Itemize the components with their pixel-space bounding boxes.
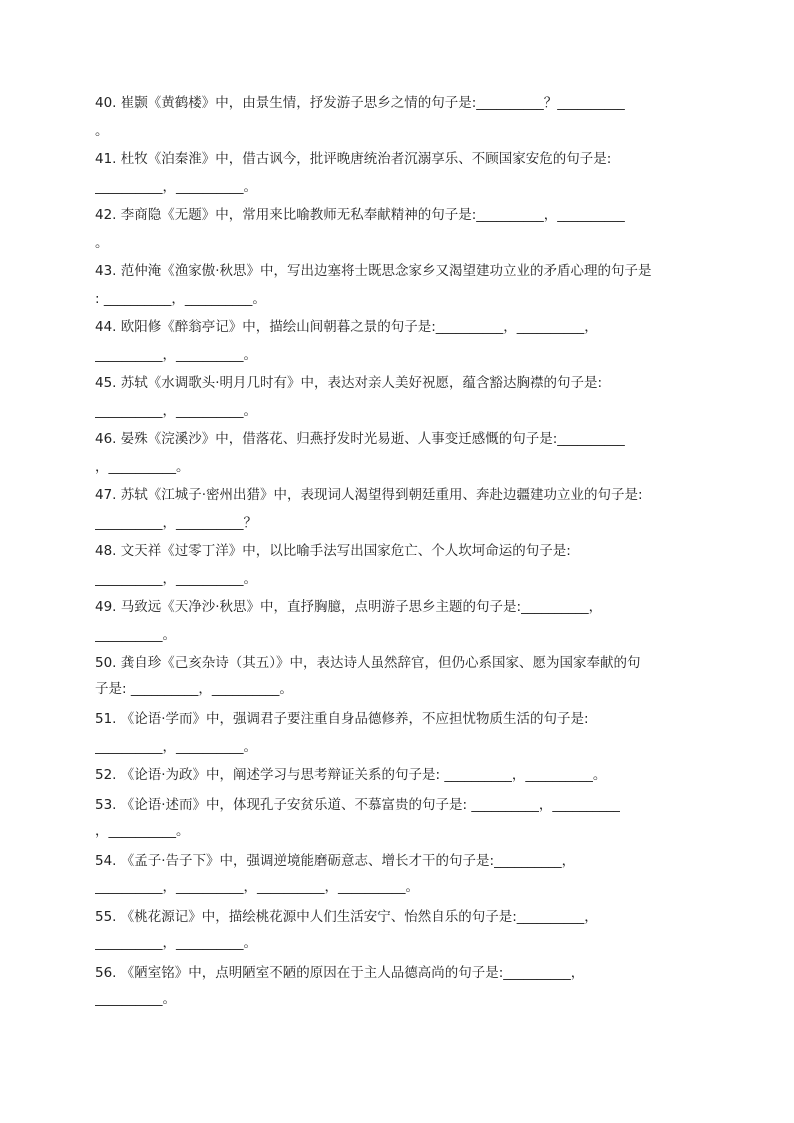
- q52-line-1: 52. 《论语·为政》中，阐述学习与思考辩证关系的句子是: __________，__________。: [95, 767, 607, 783]
- q43-line-1: 43. 范仲淹《渔家傲·秋思》中，写出边塞将士既思念家乡又渴望建功立业的矛盾心理的句子是: [95, 263, 652, 279]
- q48-line-2: __________，__________。: [95, 571, 257, 587]
- q41-line-2: __________，__________。: [95, 179, 257, 195]
- q53-line-1: 53. 《论语·述而》中，体现孔子安贫乐道、不慕富贵的句子是: __________，__________: [95, 797, 620, 813]
- q46-line-2: ，__________。: [95, 459, 190, 475]
- q53-line-2: ，__________。: [95, 823, 190, 839]
- q44-line-2: __________，__________。: [95, 347, 257, 363]
- q56-line-2: __________。: [95, 991, 176, 1007]
- q40-line-2: 。: [95, 123, 109, 139]
- q42-line-2: 。: [95, 235, 109, 251]
- q40-line-1: 40. 崔颢《黄鹤楼》中，由景生情，抒发游子思乡之情的句子是:__________？__________: [95, 95, 625, 111]
- q45-line-2: __________，__________。: [95, 403, 257, 419]
- q47-line-2: __________，__________？: [95, 515, 257, 531]
- q50-line-1: 50. 龚自珍《己亥杂诗（其五）》中，表达诗人虽然辞官，但仍心系国家、愿为国家奉献的句: [95, 655, 641, 671]
- q55-line-1: 55. 《桃花源记》中，描绘桃花源中人们生活安宁、怡然自乐的句子是:__________，: [95, 909, 598, 925]
- q55-line-2: __________，__________。: [95, 935, 257, 951]
- q49-line-1: 49. 马致远《天净沙·秋思》中，直抒胸臆，点明游子思乡主题的句子是:__________，: [95, 599, 603, 615]
- q50-line-2: 子是: __________，__________。: [95, 681, 293, 697]
- q42-line-1: 42. 李商隐《无题》中，常用来比喻教师无私奉献精神的句子是:__________，__________: [95, 207, 625, 223]
- q51-line-2: __________，__________。: [95, 739, 257, 755]
- q48-line-1: 48. 文天祥《过零丁洋》中，以比喻手法写出国家危亡、个人坎坷命运的句子是:: [95, 543, 571, 559]
- q45-line-1: 45. 苏轼《水调歌头·明月几时有》中，表达对亲人美好祝愿，蕴含豁达胸襟的句子是:: [95, 375, 603, 391]
- q47-line-1: 47. 苏轼《江城子·密州出猎》中，表现词人渴望得到朝廷重用、奔赴边疆建功立业的句子是:: [95, 487, 643, 503]
- q54-line-1: 54. 《孟子·告子下》中，强调逆境能磨砺意志、增长才干的句子是:__________，: [95, 853, 576, 869]
- q46-line-1: 46. 晏殊《浣溪沙》中，借落花、归燕抒发时光易逝、人事变迁感慨的句子是:__________: [95, 431, 625, 447]
- q41-line-1: 41. 杜牧《泊秦淮》中，借古讽今，批评晚唐统治者沉溺享乐、不顾国家安危的句子是:: [95, 151, 612, 167]
- q51-line-1: 51. 《论语·学而》中，强调君子要注重自身品德修养，不应担忧物质生活的句子是:: [95, 711, 589, 727]
- q43-line-2: : __________，__________。: [95, 291, 266, 307]
- q56-line-1: 56. 《陋室铭》中，点明陋室不陋的原因在于主人品德高尚的句子是:__________，: [95, 965, 585, 981]
- q54-line-2: __________，__________，__________，__________。: [95, 879, 419, 895]
- q44-line-1: 44. 欧阳修《醉翁亭记》中，描绘山间朝暮之景的句子是:__________，__________，: [95, 319, 598, 335]
- q49-line-2: __________。: [95, 627, 176, 643]
